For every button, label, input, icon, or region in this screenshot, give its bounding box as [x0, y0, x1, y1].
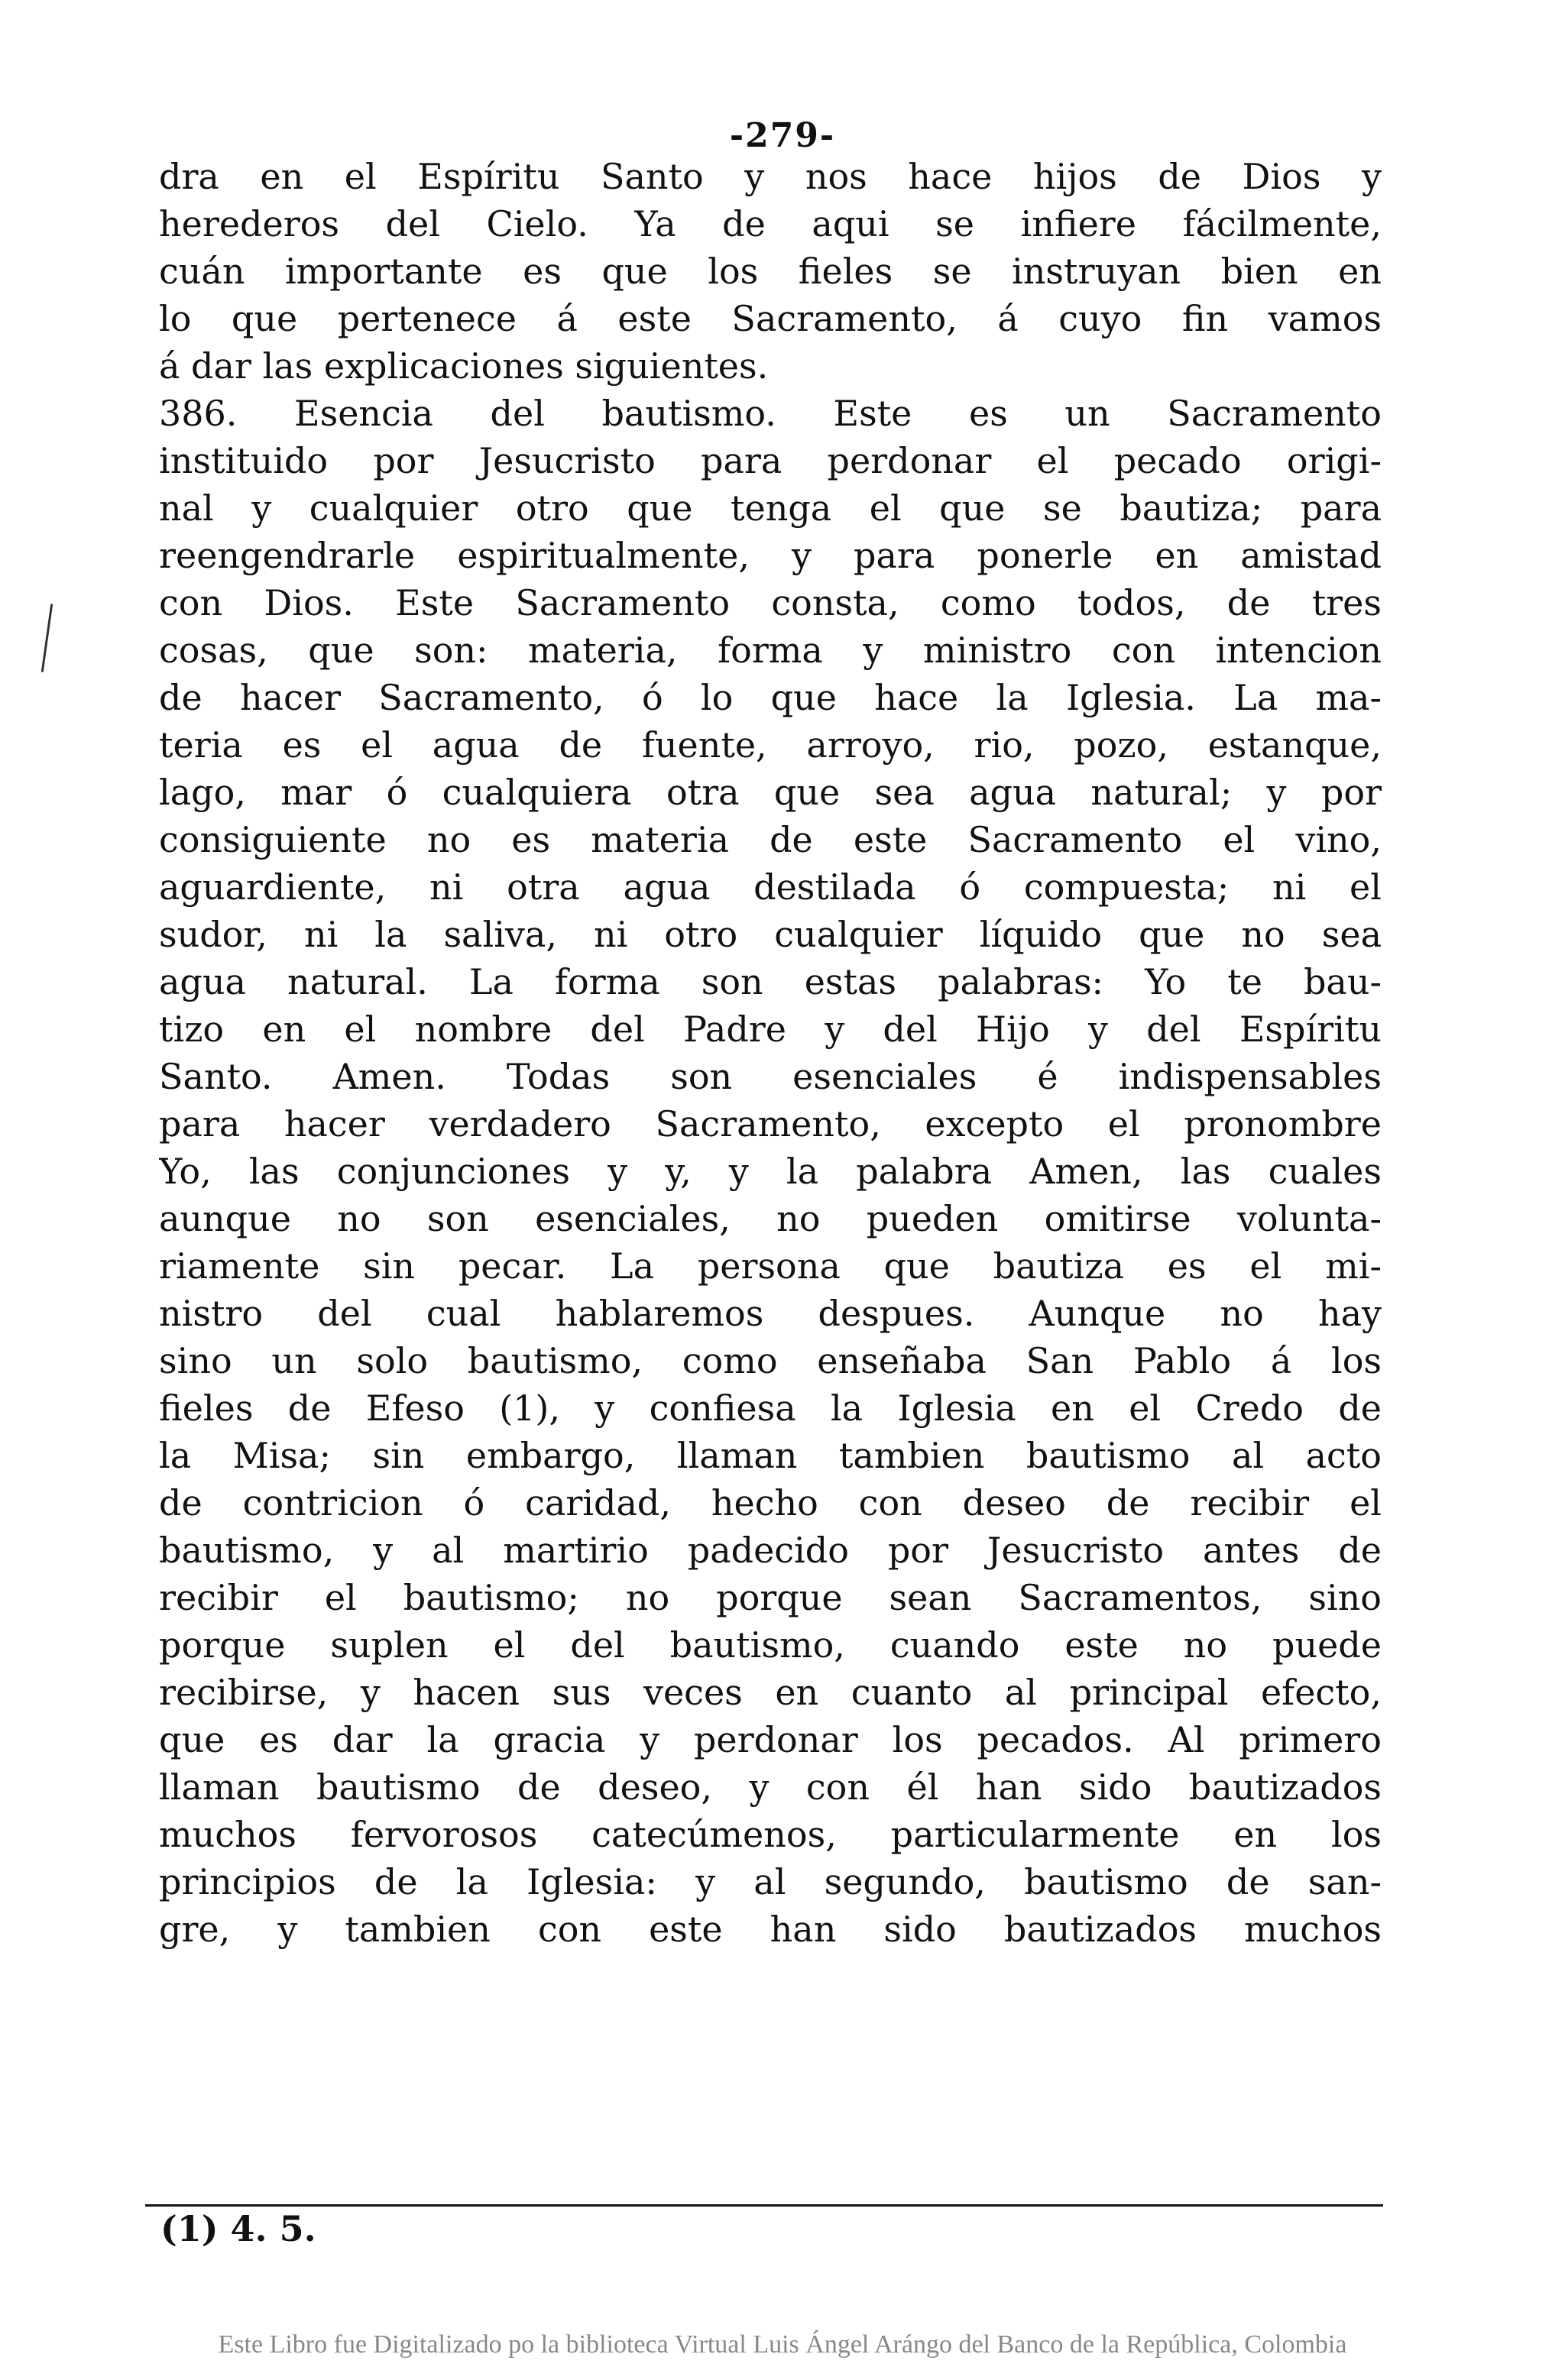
text-line: á dar las explicaciones siguientes.	[159, 345, 769, 387]
footnote: (1) 4. 5.	[160, 2208, 316, 2249]
text-line: fieles de Efeso (1), y confiesa la Iglesia en el Credo de	[159, 1388, 1382, 1429]
text-line: de contricion ó caridad, hecho con deseo de recibir el	[159, 1482, 1382, 1524]
text-line: nistro del cual hablaremos despues. Aunque no hay	[159, 1293, 1382, 1334]
text-line: de hacer Sacramento, ó lo que hace la Iglesia. La ma-	[159, 677, 1382, 718]
page-number: -279-	[729, 116, 836, 155]
digitization-footer: Este Libro fue Digitalizado po la biblioteca Virtual Luis Ángel Arángo del Banco de la República, Colombia	[218, 2330, 1347, 2359]
text-line: recibirse, y hacen sus veces en cuanto al principal efecto,	[159, 1672, 1382, 1713]
text-line: recibir el bautismo; no porque sean Sacramentos, sino	[159, 1577, 1382, 1618]
body-text	[159, 153, 1382, 1953]
text-line: aunque no son esenciales, no pueden omitirse volunta-	[159, 1198, 1382, 1239]
footnote-rule	[145, 2204, 1383, 2207]
text-line: nal y cualquier otro que tenga el que se bautiza; para	[159, 487, 1382, 529]
text-line: que es dar la gracia y perdonar los pecados. Al primero	[159, 1719, 1382, 1760]
text-line: agua natural. La forma son estas palabras: Yo te bau-	[159, 961, 1382, 1002]
text-line: teria es el agua de fuente, arroyo, rio, pozo, estanque,	[159, 724, 1382, 766]
text-line: sudor, ni la saliva, ni otro cualquier líquido que no sea	[159, 914, 1382, 955]
text-line: Yo, las conjunciones y y, y la palabra Amen, las cuales	[159, 1151, 1382, 1192]
text-line: porque suplen el del bautismo, cuando este no puede	[159, 1624, 1382, 1666]
text-line: aguardiente, ni otra agua destilada ó compuesta; ni el	[159, 866, 1382, 908]
text-line: dra en el Espíritu Santo y nos hace hijos de Dios y	[159, 156, 1382, 197]
text-line: cuán importante es que los fieles se instruyan bien en	[159, 251, 1382, 292]
text-line: 386. Esencia del bautismo. Este es un Sacramento	[159, 393, 1382, 434]
margin-pencil-mark	[41, 604, 53, 672]
text-line: sino un solo bautismo, como enseñaba San Pablo á los	[159, 1340, 1382, 1381]
text-line: lago, mar ó cualquiera otra que sea agua natural; y por	[159, 772, 1382, 813]
text-line: cosas, que son: materia, forma y ministro con intencion	[159, 630, 1382, 671]
text-line: la Misa; sin embargo, llaman tambien bautismo al acto	[159, 1435, 1382, 1476]
text-line: bautismo, y al martirio padecido por Jesucristo antes de	[159, 1530, 1382, 1571]
text-line: para hacer verdadero Sacramento, excepto el pronombre	[159, 1103, 1382, 1145]
text-line: llaman bautismo de deseo, y con él han sido bautizados	[159, 1766, 1382, 1808]
text-line: riamente sin pecar. La persona que bautiza es el mi-	[159, 1245, 1382, 1287]
text-line: instituido por Jesucristo para perdonar el pecado origi-	[159, 440, 1382, 481]
text-line: gre, y tambien con este han sido bautizados muchos	[159, 1909, 1382, 1950]
text-line: lo que pertenece á este Sacramento, á cuyo fin vamos	[159, 298, 1382, 339]
text-line: reengendrarle espiritualmente, y para ponerle en amistad	[159, 535, 1382, 576]
text-line: con Dios. Este Sacramento consta, como todos, de tres	[159, 582, 1382, 623]
text-line: Santo. Amen. Todas son esenciales é indispensables	[159, 1056, 1382, 1097]
text-line: principios de la Iglesia: y al segundo, bautismo de san-	[159, 1861, 1382, 1902]
text-line: muchos fervorosos catecúmenos, particularmente en los	[159, 1814, 1382, 1855]
text-line: consiguiente no es materia de este Sacramento el vino,	[159, 819, 1382, 860]
text-line: herederos del Cielo. Ya de aqui se infiere fácilmente,	[159, 203, 1382, 244]
text-line: tizo en el nombre del Padre y del Hijo y del Espíritu	[159, 1009, 1382, 1050]
